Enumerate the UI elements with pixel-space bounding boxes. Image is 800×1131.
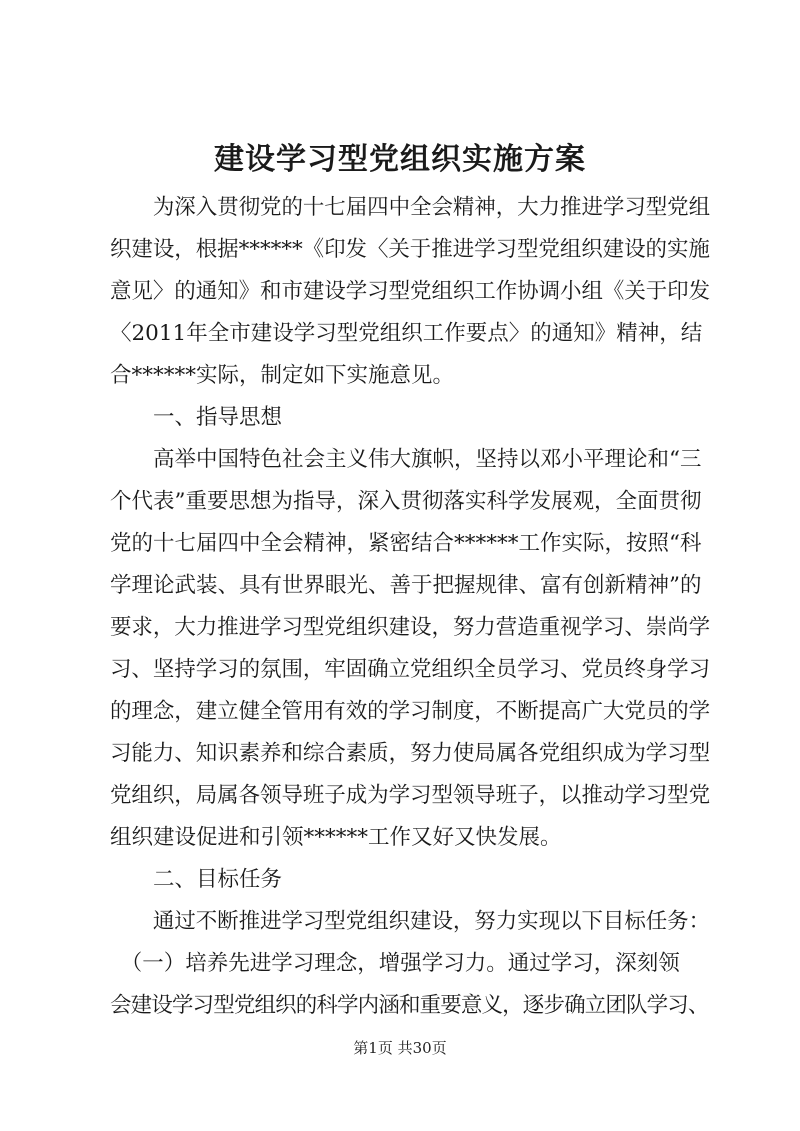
body-line: 个代表”重要思想为指导，深入贯彻落实科学发展观，全面贯彻 <box>110 489 702 514</box>
section-heading: 一、指导思想 <box>110 405 283 430</box>
body-line: 党组织，局属各领导班子成为学习型领导班子，以推动学习型党 <box>110 783 710 808</box>
body-line: 高举中国特色社会主义伟大旗帜，坚持以邓小平理论和“三 <box>110 447 702 472</box>
body-line: 习、坚持学习的氛围，牢固确立党组织全员学习、党员终身学习 <box>110 657 710 682</box>
body-line: 织建设，根据******《印发〈关于推进学习型党组织建设的实施 <box>110 237 710 262</box>
body-line: 组织建设促进和引领******工作又好又快发展。 <box>110 825 562 850</box>
body-line: 党的十七届四中全会精神，紧密结合******工作实际，按照“科 <box>110 531 702 556</box>
section-heading: 二、目标任务 <box>110 867 283 892</box>
body-line: 习能力、知识素养和综合素质，努力使局属各党组织成为学习型 <box>110 741 710 766</box>
body-line: 会建设学习型党组织的科学内涵和重要意义，逐步确立团队学习、 <box>110 993 709 1018</box>
body-line: 〈2011年全市建设学习型党组织工作要点〉的通知》精神，结 <box>110 321 703 346</box>
body-line: 学理论武装、具有世界眼光、善于把握规律、富有创新精神”的 <box>110 573 702 598</box>
page-number-footer: 第1页 共30页 <box>353 1039 447 1057</box>
body-line: 为深入贯彻党的十七届四中全会精神，大力推进学习型党组 <box>110 195 710 220</box>
body-line: 通过不断推进学习型党组织建设，努力实现以下目标任务： <box>110 909 710 934</box>
document-title: 建设学习型党组织实施方案 <box>214 142 586 177</box>
body-line: 合******实际，制定如下实施意见。 <box>110 363 455 388</box>
body-line: 的理念，建立健全管用有效的学习制度，不断提高广大党员的学 <box>110 699 710 724</box>
body-line: 要求，大力推进学习型党组织建设，努力营造重视学习、崇尚学 <box>110 615 710 640</box>
body-line: 意见〉的通知》和市建设学习型党组织工作协调小组《关于印发 <box>110 279 710 304</box>
body-line: （一）培养先进学习理念，增强学习力。通过学习，深刻领 <box>110 951 680 976</box>
